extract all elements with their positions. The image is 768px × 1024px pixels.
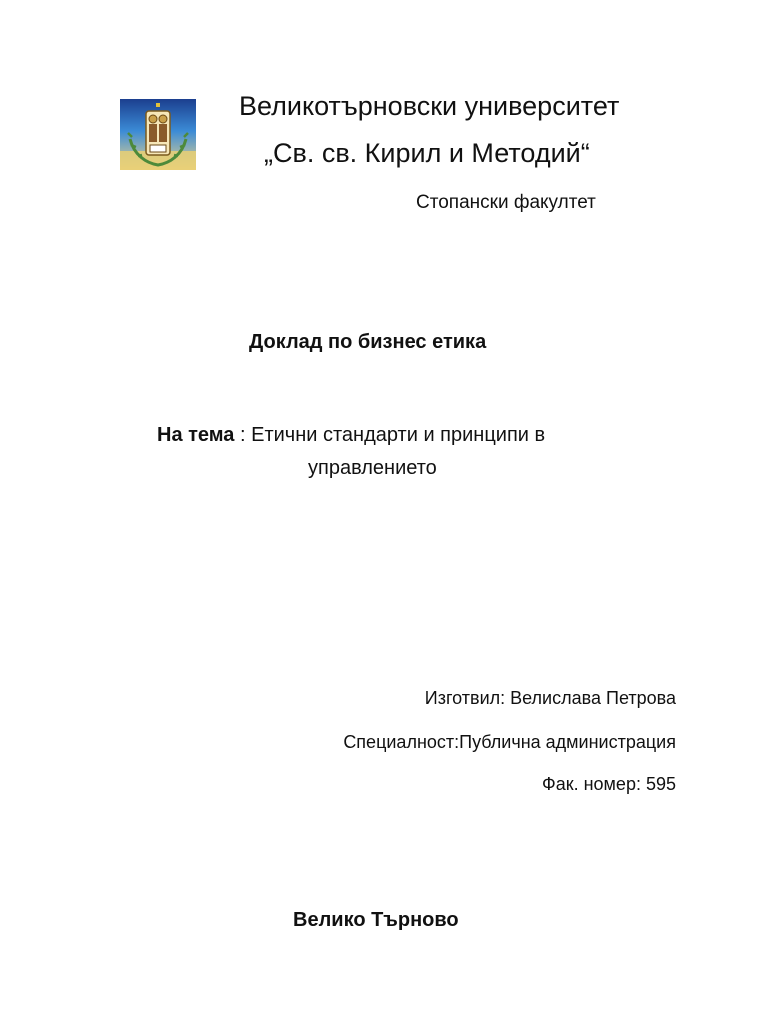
topic-text-line2: управлението bbox=[308, 457, 437, 479]
faculty-name: Стопански факултет bbox=[416, 192, 596, 213]
city-name: Велико Търново bbox=[293, 909, 459, 931]
university-crest-icon bbox=[120, 99, 196, 170]
specialty-line: Специалност:Публична администрация bbox=[343, 732, 676, 752]
author-line: Изготвил: Велислава Петрова bbox=[424, 688, 676, 708]
faculty-number-line: Фак. номер: 595 bbox=[542, 774, 676, 794]
university-name-line2: „Св. св. Кирил и Методий“ bbox=[264, 138, 590, 168]
topic-label: На тема bbox=[157, 424, 235, 446]
university-name-line1: Великотърновски университет bbox=[239, 91, 620, 121]
report-title: Доклад по бизнес етика bbox=[249, 331, 487, 353]
topic-line-1 bbox=[157, 422, 545, 448]
topic-text-line1: : Етични стандарти и принципи в bbox=[234, 424, 546, 446]
